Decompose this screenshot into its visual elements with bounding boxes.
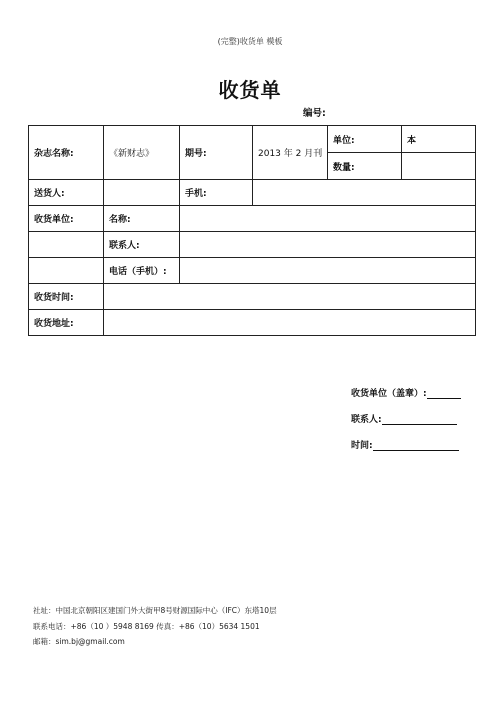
signature-contact-label: 联系人:	[351, 415, 382, 425]
stamp-label: 收货单位（盖章）:	[351, 389, 427, 399]
blank-cell	[29, 232, 104, 258]
unit-value: 本	[402, 126, 476, 153]
magazine-name-label: 杂志名称:	[29, 126, 104, 180]
unit-label: 单位:	[328, 126, 402, 153]
issue-value: 2013 年 2 月刊	[253, 126, 328, 180]
footer-phone-fax: 联系电话：+86（10 ）5948 8169 传真：+86（10）5634 1501	[33, 622, 260, 631]
receiver-unit-label: 收货单位:	[29, 206, 104, 232]
receiver-name-label: 名称:	[104, 206, 180, 232]
contact-person-label: 联系人:	[104, 232, 180, 258]
receive-time-value-cell[interactable]	[104, 284, 476, 310]
issue-label: 期号:	[180, 126, 253, 180]
serial-number-label: 编号:	[303, 108, 326, 119]
blank-cell	[29, 258, 104, 284]
receive-address-label: 收货地址:	[29, 310, 104, 336]
signature-time-label: 时间:	[351, 441, 373, 451]
document-header: (完整)收货单 模板	[217, 37, 283, 46]
contact-signature-row	[351, 412, 457, 425]
mobile-value-cell[interactable]	[253, 180, 476, 206]
sender-label: 送货人:	[29, 180, 104, 206]
magazine-name-value: 《新财志》	[104, 126, 180, 180]
receipt-form-table	[28, 125, 476, 336]
sender-value-cell[interactable]	[104, 180, 180, 206]
quantity-label: 数量:	[328, 153, 402, 180]
contact-person-value-cell[interactable]	[180, 232, 476, 258]
telephone-label: 电话（手机）:	[104, 258, 180, 284]
page-title: 收货单	[218, 78, 282, 102]
receive-time-label: 收货时间:	[29, 284, 104, 310]
telephone-value-cell[interactable]	[180, 258, 476, 284]
time-signature-line[interactable]	[373, 440, 459, 451]
stamp-signature-line[interactable]	[427, 388, 461, 399]
stamp-signature-row	[351, 386, 461, 399]
time-signature-row	[351, 438, 459, 451]
quantity-value-cell[interactable]	[402, 153, 476, 180]
mobile-label: 手机:	[180, 180, 253, 206]
footer-address: 社址：中国北京朝阳区建国门外大街甲8号财源国际中心（IFC）东塔10层	[33, 606, 277, 615]
contact-signature-line[interactable]	[382, 414, 457, 425]
receiver-name-value-cell[interactable]	[180, 206, 476, 232]
footer-email: 邮箱：sim.bj@gmail.com	[33, 637, 125, 646]
receive-address-value-cell[interactable]	[104, 310, 476, 336]
